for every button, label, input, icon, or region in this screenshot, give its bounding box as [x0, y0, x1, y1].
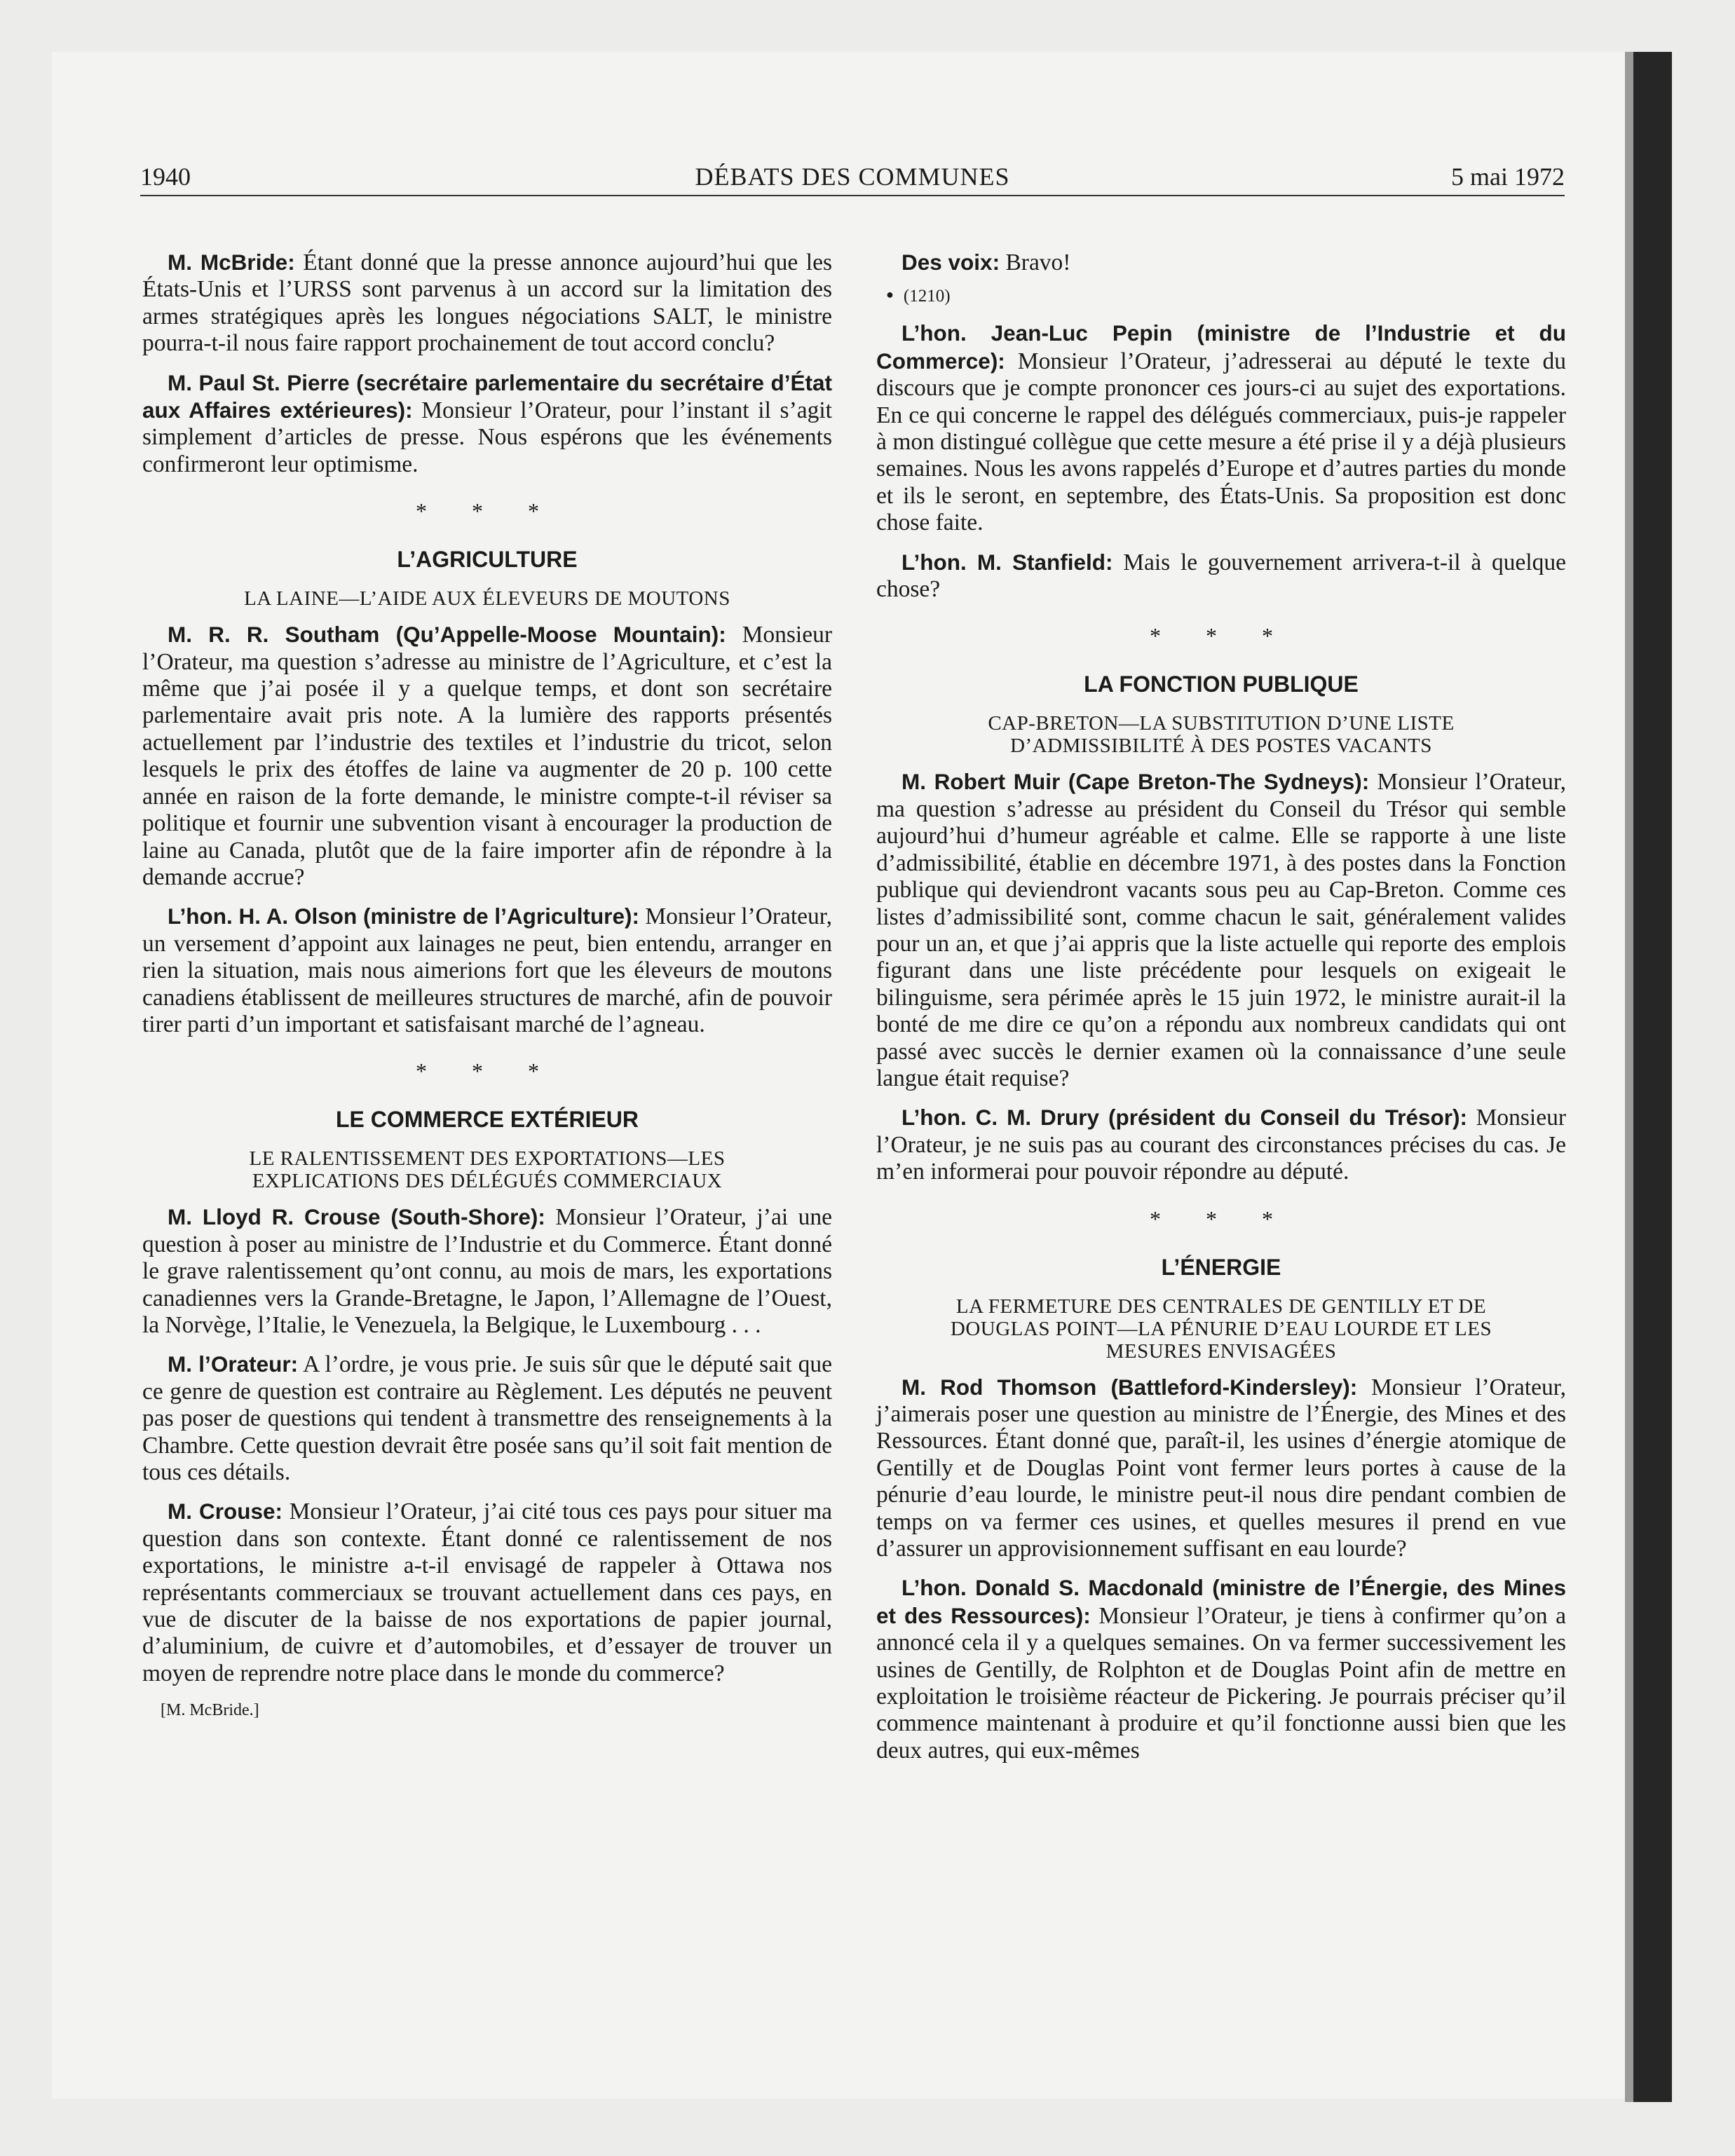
bullet-icon: ● — [886, 287, 894, 302]
paragraph — [876, 249, 1566, 276]
right-column — [876, 249, 1566, 1776]
section-subheading: LA LAINE—L’AIDE AUX ÉLEVEURS DE MOUTONS — [244, 587, 730, 610]
page-date: 5 mai 1972 — [1451, 163, 1565, 191]
section-separator: * * * — [1150, 623, 1293, 649]
section-subheading — [876, 1295, 1566, 1363]
speech-text: Monsieur l’Orateur, j’ai une question à poser au ministre de l’Industrie et du Commerce. Étant donné le grave ralentissement qu’ont connu, au mois de mars, les exportations canadiennes vers la Grande-Bretagne, le Japon, l’Allemagne de l’Ouest, la Norvège, l’Italie, le Venezuela, la Belgique, le Luxembourg . . . — [142, 1204, 832, 1338]
page-header — [140, 160, 1565, 196]
paragraph — [876, 1104, 1566, 1185]
section-separator: * * * — [416, 498, 559, 524]
speaker-name: M. Lloyd R. Crouse (South-Shore): — [168, 1204, 545, 1230]
subheading-line: MESURES ENVISAGÉES — [1105, 1339, 1337, 1363]
section-separator: * * * — [1150, 1206, 1293, 1231]
speaker-name: L’hon. Donald S. Macdonald (ministre de l’Énergie, des Mines et des Ressources): — [876, 1575, 1566, 1628]
section-heading: L’AGRICULTURE — [397, 547, 578, 573]
page-number: 1940 — [140, 163, 191, 191]
paragraph — [142, 1203, 832, 1339]
speaker-name: L’hon. C. M. Drury (président du Conseil du Trésor): — [901, 1105, 1468, 1131]
speaker-name: M. Crouse: — [168, 1499, 283, 1524]
speaker-name: L’hon. H. A. Olson (ministre de l’Agriculture): — [168, 903, 639, 929]
section-heading: LA FONCTION PUBLIQUE — [1084, 671, 1359, 697]
speech-text: Mais le gouvernement arrivera-t-il à quelque chose? — [876, 549, 1566, 603]
paragraph — [142, 1498, 832, 1687]
subheading-line: CAP-BRETON—LA SUBSTITUTION D’UNE LISTE — [988, 712, 1455, 735]
paragraph — [876, 1374, 1566, 1563]
paragraph — [876, 549, 1566, 603]
speech-text: Étant donné que la presse annonce aujourd’hui que les États-Unis et l’URSS sont parvenus à un accord sur la limitation des armes stratégiques après les longues négociations SALT, le ministre pourra-t-il nous faire rapport prochainement de tout accord conclu? — [142, 250, 833, 357]
speech-text: A l’ordre, je vous prie. Je suis sûr que le député sait que ce genre de question est contraire au Règlement. Les députés ne peuvent pas poser de questions qui tendent à transmettre des renseignements à la Chambre. Cette question devrait être posée sans qu’il soit fait mention de tous ces détails. — [142, 1351, 832, 1485]
speaker-name: M. l’Orateur: — [168, 1351, 299, 1377]
section-separator: * * * — [416, 1058, 559, 1084]
time-marker-text: (1210) — [903, 287, 951, 306]
running-title: DÉBATS DES COMMUNES — [695, 163, 1010, 191]
speaker-name: M. Paul St. Pierre (secrétaire parlementaire du secrétaire d’État aux Affaires extérieures): — [142, 369, 832, 423]
paragraph — [142, 903, 832, 1038]
speaker-name: M. Rod Thomson (Battleford-Kindersley): — [901, 1374, 1358, 1400]
speech-text: Monsieur l’Orateur, j’aimerais poser une question au ministre de l’Énergie, des Mines et des Ressources. Étant donné que, paraît-il, les usines d’énergie atomique de Gentilly et de Douglas Point vont fermer leurs portes à cause de la pénurie d’eau lourde, le ministre peut-il nous dire pendant combien de temps on va fermer ces usines, et quelles mesures il prend en vue d’assurer un approvisionnement suffisant en eau lourde? — [876, 1374, 1566, 1562]
paragraph — [142, 1351, 832, 1486]
speech-text: Monsieur l’Orateur, un versement d’appoint aux lainages ne peut, bien entendu, arranger en rien la situation, mais nous aimerions fort que les éleveurs de moutons canadiens établissent de meilleures structures de marché, afin de pouvoir tirer parti d’un important et satisfaisant marché de l’agneau. — [142, 903, 832, 1037]
paragraph — [876, 320, 1566, 536]
section-subheading — [876, 712, 1566, 757]
section-subheading — [142, 1147, 832, 1192]
speaker-name: Des voix: — [901, 250, 1000, 275]
section-heading: L’ÉNERGIE — [1161, 1254, 1281, 1280]
paragraph — [876, 1574, 1566, 1764]
subheading-line: LE RALENTISSEMENT DES EXPORTATIONS—LES — [249, 1147, 726, 1171]
speech-text: Monsieur l’Orateur, j’adresserai au député le texte du discours que je compte prononcer ces jours-ci au sujet des exportations. En ce qui concerne le rappel des délégués commerciaux, puis-je rappeler à mon distingué collègue que cette mesure a été prise il y a déjà plusieurs semaines. Nous les avons rappelés d’Europe et d’autres parties du monde et ils le seront, en septembre, des États-Unis. Sa proposition est donc chose faite. — [876, 348, 1566, 536]
speech-text: Monsieur l’Orateur, pour l’instant il s’agit simplement d’articles de presse. Nous espérons que les événements confirmeront leur optimisme. — [142, 397, 832, 477]
paragraph — [142, 369, 832, 479]
left-column — [142, 249, 832, 1721]
speaker-name: M. Robert Muir (Cape Breton-The Sydneys): — [901, 769, 1370, 795]
scan-edge — [1633, 52, 1672, 2102]
speech-text: Monsieur l’Orateur, ma question s’adresse au ministre de l’Agriculture, et c’est la même que j’ai posée il y a quelque temps, et dont son secrétaire parlementaire avait pris note. A la lumière des rapports présentés actuellement par l’industrie des textiles et l’industrie du tricot, selon lesquels le prix des étoffes de laine va augmenter de 20 p. 100 cette année en raison de la forte demande, le ministre compte-t-il réviser sa politique et fournir une subvention visant à encourager la production de laine au Canada, plutôt que de la faire importer afin de répondre à la demande accrue? — [142, 622, 832, 890]
scan-edge-shadow — [1625, 52, 1633, 2102]
paragraph — [142, 249, 832, 357]
speaker-name: M. McBride: — [168, 250, 295, 275]
speech-text: Monsieur l’Orateur, je ne suis pas au courant des circonstances précises du cas. Je m’en informerai pour pouvoir répondre au député. — [876, 1105, 1566, 1185]
speaker-name: M. R. R. Southam (Qu’Appelle-Moose Mountain): — [168, 622, 726, 648]
paragraph — [142, 621, 832, 891]
speaker-name: L’hon. M. Stanfield: — [901, 549, 1113, 575]
speech-text: Monsieur l’Orateur, je tiens à confirmer qu’on a annoncé cela il y a quelques semaines. On va fermer successivement les usines de Gentilly, de Rolphton et de Douglas Point afin de mettre en exploitation le troisième réacteur de Pickering. Je pourrais préciser qu’il commence maintenant à produire et qu’il fonctionne aussi bien que les deux autres, qui eux-mêmes — [876, 1602, 1566, 1763]
section-heading: LE COMMERCE EXTÉRIEUR — [335, 1107, 639, 1133]
paragraph — [876, 768, 1566, 1092]
subheading-line: D’ADMISSIBILITÉ À DES POSTES VACANTS — [1010, 735, 1432, 758]
speech-text: Monsieur l’Orateur, ma question s’adresse au président du Conseil du Trésor qui semble aujourd’hui d’humeur agréable et calme. Elle se rapporte à une liste d’admissibilité, établie en décembre 1971, à des postes dans la Fonction publique qui deviendront vacants sous peu au Cap-Breton. Comme ces listes d’admissibilité sont, comme chacun le sait, généralement valides pour un an, et que j’ai appris que la liste actuelle qui reporte des emplois figurant dans une liste précédente pour lesquels on exigeait le bilinguisme, sera périmée après le 15 juin 1972, le ministre aurait-il la bonté de me dire ce qu’on a répondu aux nombreux candidats qui ont passé avec succès le dernier examen où la connaissance d’une seule langue était requise? — [876, 769, 1567, 1091]
subheading-line: LA FERMETURE DES CENTRALES DE GENTILLY ET DE — [955, 1295, 1487, 1318]
time-marker — [886, 285, 1566, 308]
speech-text: Bravo! — [1000, 250, 1071, 275]
speaker-name: L’hon. Jean-Luc Pepin (ministre de l’Industrie et du Commerce): — [876, 320, 1566, 374]
speech-text: Monsieur l’Orateur, j’ai cité tous ces pays pour situer ma question dans son contexte. Étant donné ce ralentissement de nos exportations, le ministre a-t-il envisagé de rappeler à Ottawa nos représentants commerciaux se trouvant actuellement dans ces pays, en vue de discuter de la baisse de nos exportations de papier journal, d’aluminium, de cuivre et d’automobiles, et d’essayer de trouver un moyen de reprendre notre place dans le monde du commerce? — [142, 1499, 832, 1686]
subheading-line: DOUGLAS POINT—LA PÉNURIE D’EAU LOURDE ET LES — [950, 1317, 1492, 1340]
subheading-line: EXPLICATIONS DES DÉLÉGUÉS COMMERCIAUX — [252, 1170, 723, 1193]
speaker-footnote: [M. McBride.] — [161, 1701, 259, 1720]
